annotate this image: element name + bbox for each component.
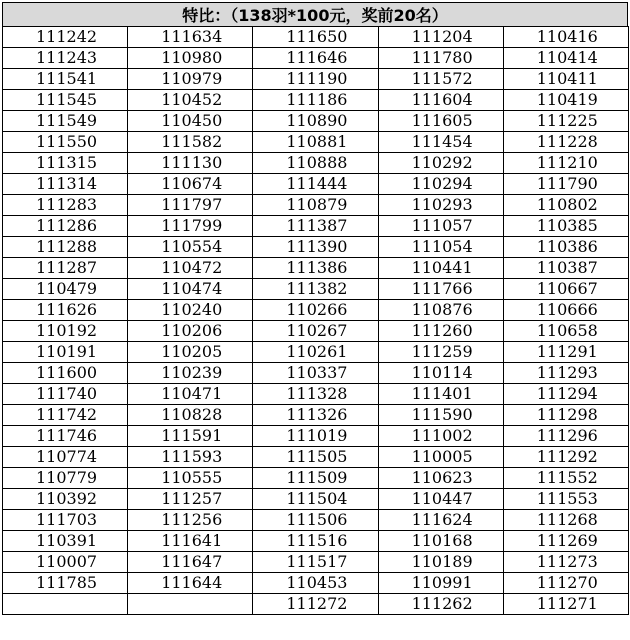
table-cell: 110205 (128, 342, 253, 363)
table-cell: 111790 (503, 174, 628, 195)
table-cell: 110441 (378, 258, 503, 279)
table-cell: 111541 (3, 69, 128, 90)
table-cell: 111190 (253, 69, 378, 90)
table-row (3, 27, 629, 48)
table-cell: 110419 (503, 90, 628, 111)
table-cell: 111444 (253, 174, 378, 195)
table-row (3, 195, 629, 216)
table-cell: 110979 (128, 69, 253, 90)
table-cell: 110890 (253, 111, 378, 132)
table-cell: 111780 (378, 48, 503, 69)
table-cell: 110774 (3, 447, 128, 468)
results-table-body (3, 27, 629, 615)
table-row (3, 111, 629, 132)
table-cell: 110385 (503, 216, 628, 237)
table-cell: 110114 (378, 363, 503, 384)
results-sheet (2, 2, 628, 638)
table-cell: 111057 (378, 216, 503, 237)
table-cell: 111549 (3, 111, 128, 132)
table-cell: 110991 (378, 573, 503, 594)
table-cell: 111210 (503, 153, 628, 174)
table-cell: 111315 (3, 153, 128, 174)
table-cell: 111271 (503, 594, 628, 615)
table-cell: 111314 (3, 174, 128, 195)
table-cell: 111286 (3, 216, 128, 237)
table-cell: 110189 (378, 552, 503, 573)
table-cell: 111328 (253, 384, 378, 405)
table-cell: 110472 (128, 258, 253, 279)
table-cell: 111605 (378, 111, 503, 132)
table-cell: 111293 (503, 363, 628, 384)
table-cell: 110980 (128, 48, 253, 69)
table-cell: 111283 (3, 195, 128, 216)
table-cell: 110267 (253, 321, 378, 342)
table-row (3, 90, 629, 111)
table-cell: 111509 (253, 468, 378, 489)
table-cell: 111742 (3, 405, 128, 426)
table-cell: 111703 (3, 510, 128, 531)
table-cell: 111401 (378, 384, 503, 405)
table-cell: 111582 (128, 132, 253, 153)
table-cell: 110447 (378, 489, 503, 510)
table-cell: 110555 (128, 468, 253, 489)
table-cell: 110450 (128, 111, 253, 132)
table-cell: 110411 (503, 69, 628, 90)
table-cell: 110387 (503, 258, 628, 279)
table-cell: 111130 (128, 153, 253, 174)
table-cell: 111552 (503, 468, 628, 489)
table-cell: 111256 (128, 510, 253, 531)
table-cell: 111604 (378, 90, 503, 111)
table-cell: 111590 (378, 405, 503, 426)
table-cell: 110392 (3, 489, 128, 510)
table-cell: 110191 (3, 342, 128, 363)
table-cell: 110554 (128, 237, 253, 258)
table-cell: 110292 (378, 153, 503, 174)
table-cell: 111572 (378, 69, 503, 90)
table-row (3, 573, 629, 594)
table-cell: 111650 (253, 27, 378, 48)
table-cell: 111505 (253, 447, 378, 468)
table-cell: 111002 (378, 426, 503, 447)
table-cell: 111799 (128, 216, 253, 237)
table-row (3, 552, 629, 573)
table-cell: 110474 (128, 279, 253, 300)
table-cell: 110206 (128, 321, 253, 342)
table-cell: 111268 (503, 510, 628, 531)
table-cell: 111766 (378, 279, 503, 300)
table-cell: 110666 (503, 300, 628, 321)
table-row (3, 342, 629, 363)
table-cell: 110828 (128, 405, 253, 426)
table-cell: 110471 (128, 384, 253, 405)
table-cell: 110337 (253, 363, 378, 384)
table-cell: 111386 (253, 258, 378, 279)
table-cell: 111516 (253, 531, 378, 552)
table-cell: 110879 (253, 195, 378, 216)
table-row (3, 300, 629, 321)
table-cell: 111260 (378, 321, 503, 342)
table-cell: 111517 (253, 552, 378, 573)
table-cell: 110239 (128, 363, 253, 384)
table-row (3, 594, 629, 615)
table-cell: 111292 (503, 447, 628, 468)
table-cell: 111019 (253, 426, 378, 447)
table-row (3, 426, 629, 447)
table-cell: 110192 (3, 321, 128, 342)
table-row (3, 258, 629, 279)
table-cell: 111298 (503, 405, 628, 426)
table-cell: 111591 (128, 426, 253, 447)
table-row (3, 216, 629, 237)
table-row (3, 447, 629, 468)
table-cell: 111550 (3, 132, 128, 153)
table-cell: 111646 (253, 48, 378, 69)
results-table (2, 26, 629, 615)
table-cell: 110294 (378, 174, 503, 195)
table-cell: 110005 (378, 447, 503, 468)
table-row (3, 69, 629, 90)
table-cell: 110888 (253, 153, 378, 174)
table-cell: 111626 (3, 300, 128, 321)
table-cell: 111797 (128, 195, 253, 216)
sheet-title: 特比：（138羽*100元，奖前20名） (2, 2, 628, 26)
table-cell: 110876 (378, 300, 503, 321)
table-cell: 110416 (503, 27, 628, 48)
table-cell: 111785 (3, 573, 128, 594)
table-cell: 111326 (253, 405, 378, 426)
table-cell: 110779 (3, 468, 128, 489)
table-cell: 111641 (128, 531, 253, 552)
table-cell: 111593 (128, 447, 253, 468)
table-cell: 111242 (3, 27, 128, 48)
table-cell: 110658 (503, 321, 628, 342)
table-row (3, 405, 629, 426)
table-cell: 111553 (503, 489, 628, 510)
table-cell: 111600 (3, 363, 128, 384)
table-cell: 111270 (503, 573, 628, 594)
table-row (3, 363, 629, 384)
table-row (3, 132, 629, 153)
table-row (3, 279, 629, 300)
table-cell: 111740 (3, 384, 128, 405)
table-cell: 111243 (3, 48, 128, 69)
table-cell: 110452 (128, 90, 253, 111)
table-row (3, 321, 629, 342)
table-cell: 111272 (253, 594, 378, 615)
table-cell: 110453 (253, 573, 378, 594)
table-cell: 111634 (128, 27, 253, 48)
table-cell: 111186 (253, 90, 378, 111)
table-cell: 110881 (253, 132, 378, 153)
table-cell (128, 594, 253, 615)
table-cell: 111269 (503, 531, 628, 552)
table-cell: 111225 (503, 111, 628, 132)
table-cell: 110007 (3, 552, 128, 573)
table-cell: 111273 (503, 552, 628, 573)
table-cell: 111294 (503, 384, 628, 405)
table-row (3, 510, 629, 531)
table-cell: 110414 (503, 48, 628, 69)
table-cell: 110261 (253, 342, 378, 363)
table-cell: 110667 (503, 279, 628, 300)
table-cell: 110623 (378, 468, 503, 489)
table-cell: 111259 (378, 342, 503, 363)
table-cell: 110674 (128, 174, 253, 195)
table-cell: 111257 (128, 489, 253, 510)
table-cell: 111262 (378, 594, 503, 615)
table-cell: 111390 (253, 237, 378, 258)
table-cell: 110802 (503, 195, 628, 216)
table-cell: 111506 (253, 510, 378, 531)
table-row (3, 174, 629, 195)
table-cell: 110240 (128, 300, 253, 321)
table-row (3, 384, 629, 405)
table-cell: 111647 (128, 552, 253, 573)
table-cell: 111746 (3, 426, 128, 447)
table-cell: 110168 (378, 531, 503, 552)
table-row (3, 48, 629, 69)
table-cell: 110293 (378, 195, 503, 216)
table-cell: 110266 (253, 300, 378, 321)
table-cell: 111288 (3, 237, 128, 258)
table-cell: 110386 (503, 237, 628, 258)
table-cell (3, 594, 128, 615)
table-row (3, 153, 629, 174)
table-cell: 110391 (3, 531, 128, 552)
table-row (3, 531, 629, 552)
table-cell: 111204 (378, 27, 503, 48)
table-row (3, 468, 629, 489)
table-cell: 111454 (378, 132, 503, 153)
table-cell: 111387 (253, 216, 378, 237)
table-row (3, 237, 629, 258)
table-cell: 111624 (378, 510, 503, 531)
table-cell: 110479 (3, 279, 128, 300)
table-cell: 111054 (378, 237, 503, 258)
table-row (3, 489, 629, 510)
table-cell: 111296 (503, 426, 628, 447)
table-cell: 111228 (503, 132, 628, 153)
table-cell: 111382 (253, 279, 378, 300)
table-cell: 111644 (128, 573, 253, 594)
table-cell: 111504 (253, 489, 378, 510)
table-cell: 111291 (503, 342, 628, 363)
table-cell: 111545 (3, 90, 128, 111)
table-cell: 111287 (3, 258, 128, 279)
